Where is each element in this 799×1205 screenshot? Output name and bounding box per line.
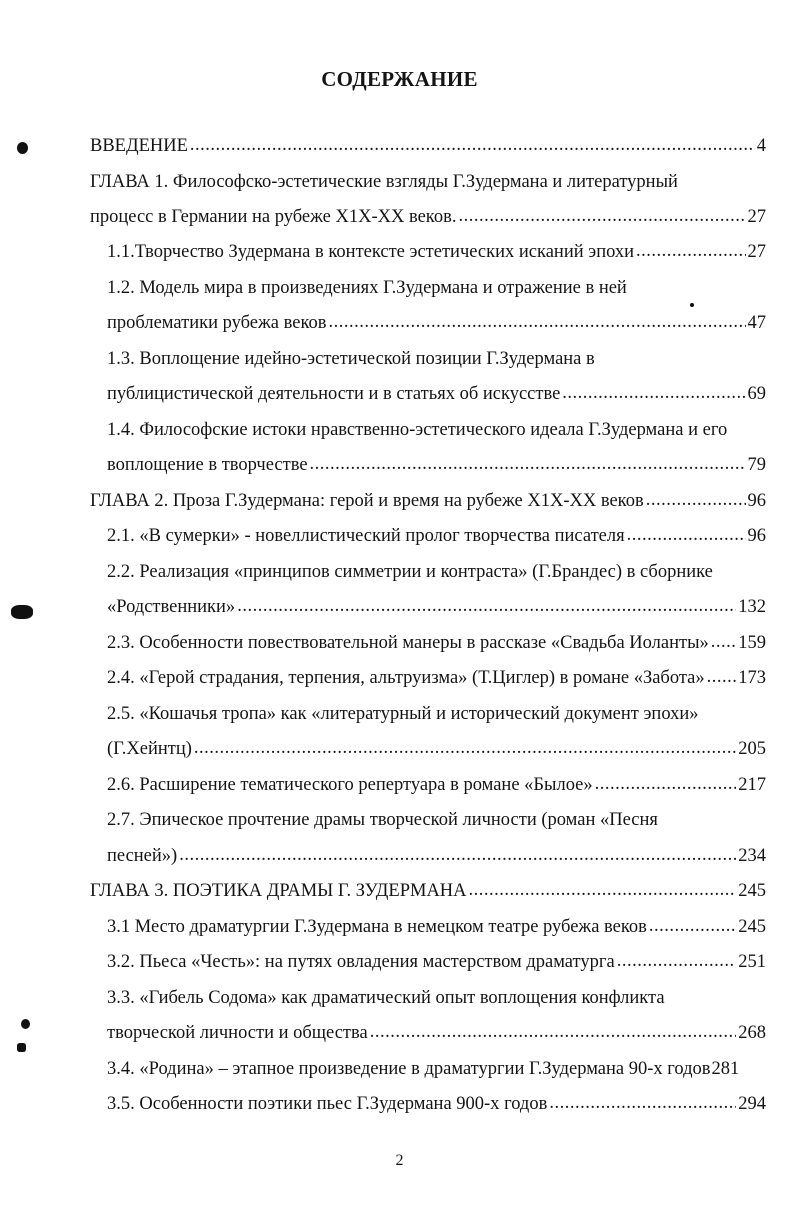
scan-speck — [17, 1043, 26, 1052]
toc-entry-text: воплощение в творчестве — [107, 455, 308, 475]
toc-entry-chapter-3 — [90, 878, 766, 904]
toc-entry-1-1 — [107, 239, 766, 265]
toc-leader — [194, 735, 736, 761]
toc-entry-1-4-line1: 1.4. Философские истоки нравственно-эстетического идеала Г.Зудермана и его — [107, 420, 728, 440]
toc-entry-2-2-line1: 2.2. Реализация «принципов симметрии и контраста» (Г.Брандес) в сборнике — [107, 562, 713, 582]
toc-entry-page: 281 — [711, 1059, 740, 1079]
toc-entry-page: 234 — [738, 846, 766, 866]
scan-speck — [11, 605, 33, 619]
toc-entry-1-3 — [107, 381, 766, 407]
toc-entry-3-2 — [107, 949, 766, 975]
toc-entry-page: 96 — [747, 491, 766, 511]
toc-entry-text: ГЛАВА 2. Проза Г.Зудермана: герой и время на рубеже Х1Х-ХХ веков — [90, 491, 644, 511]
toc-leader — [711, 629, 736, 655]
toc-leader — [562, 380, 745, 406]
toc-leader — [310, 451, 746, 477]
toc-entry-intro — [90, 133, 766, 159]
toc-entry-text: 3.1 Место драматургии Г.Зудермана в немецком театре рубежа веков — [107, 917, 647, 937]
toc-leader — [627, 522, 746, 548]
toc-leader — [595, 771, 737, 797]
toc-entry-chapter-2 — [90, 488, 766, 514]
toc-leader — [646, 487, 746, 513]
toc-leader — [370, 1019, 737, 1045]
toc-entry-page: 47 — [747, 313, 766, 333]
toc-leader — [617, 948, 737, 974]
toc-entry-page: 27 — [747, 207, 766, 227]
toc-entry-2-5-line1: 2.5. «Кошачья тропа» как «литературный и исторический документ эпохи» — [107, 704, 699, 724]
toc-entry-1-2 — [107, 310, 766, 336]
toc-entry-text: 2.4. «Герой страдания, терпения, альтруизма» (Т.Циглер) в романе «Забота» — [107, 668, 705, 688]
toc-entry-2-2 — [107, 594, 766, 620]
scan-speck — [17, 142, 28, 154]
toc-entry-text: 2.3. Особенности повествовательной манеры в рассказе «Свадьба Иоланты» — [107, 633, 709, 653]
toc-entry-text: ВВЕДЕНИЕ — [90, 136, 188, 156]
toc-entry-text: 1.1.Творчество Зудермана в контексте эстетических исканий эпохи — [107, 242, 635, 262]
toc-leader — [649, 913, 736, 939]
toc-leader — [237, 593, 736, 619]
scan-speck — [690, 303, 694, 307]
toc-entry-text: 3.2. Пьеса «Честь»: на путях овладения мастерством драматурга — [107, 952, 615, 972]
toc-leader — [707, 664, 737, 690]
toc-entry-chapter-1 — [90, 204, 766, 230]
toc-entry-page: 251 — [738, 952, 766, 972]
toc-entry-2-7 — [107, 843, 766, 869]
toc-leader — [636, 238, 745, 264]
toc-entry-page: 294 — [738, 1094, 766, 1114]
toc-entry-text: процесс в Германии на рубеже Х1Х-ХХ веков. — [90, 207, 457, 227]
toc-entry-page: 79 — [747, 455, 766, 475]
toc-entry-text: ГЛАВА 3. ПОЭТИКА ДРАМЫ Г. ЗУДЕРМАНА — [90, 881, 467, 901]
toc-entry-page: 27 — [747, 242, 766, 262]
toc-entry-text: 2.1. «В сумерки» - новеллистический пролог творчества писателя — [107, 526, 625, 546]
toc-entry-page: 159 — [738, 633, 766, 653]
page-title: СОДЕРЖАНИЕ — [321, 67, 478, 91]
toc-entry-2-3 — [107, 630, 766, 656]
toc-entry-2-5 — [107, 736, 766, 762]
scan-speck — [21, 1019, 30, 1029]
toc-entry-3-3 — [107, 1020, 766, 1046]
toc-leader — [549, 1090, 736, 1116]
toc-entry-2-4 — [107, 665, 766, 691]
toc-entry-1-2-line1: 1.2. Модель мира в произведениях Г.Зудермана и отражение в ней — [107, 278, 627, 298]
toc-leader — [329, 309, 746, 335]
toc-entry-text: (Г.Хейнтц) — [107, 739, 192, 759]
toc-entry-3-4 — [107, 1056, 766, 1082]
toc-entry-1-3-line1: 1.3. Воплощение идейно-эстетической позиции Г.Зудермана в — [107, 349, 595, 369]
toc-entry-2-7-line1: 2.7. Эпическое прочтение драмы творческой личности (роман «Песня — [107, 810, 658, 830]
toc-entry-page: 69 — [747, 384, 766, 404]
toc-entry-text: проблематики рубежа веков — [107, 313, 327, 333]
toc-entry-page: 245 — [738, 917, 766, 937]
toc-leader — [469, 877, 737, 903]
toc-entry-page: 217 — [738, 775, 766, 795]
toc-entry-page: 96 — [747, 526, 766, 546]
toc-entry-page: 132 — [738, 597, 766, 617]
page-number: 2 — [395, 1152, 404, 1169]
toc-entry-page: 268 — [738, 1023, 766, 1043]
toc-entry-page: 245 — [738, 881, 766, 901]
toc-entry-text: 3.4. «Родина» – этапное произведение в драматургии Г.Зудермана 90-х годов — [107, 1059, 711, 1079]
toc-entry-text: творческой личности и общества — [107, 1023, 368, 1043]
toc-entry-page: 205 — [738, 739, 766, 759]
toc-leader — [179, 842, 736, 868]
toc-entry-page: 4 — [756, 136, 766, 156]
toc-entry-3-3-line1: 3.3. «Гибель Содома» как драматический опыт воплощения конфликта — [107, 988, 665, 1008]
toc-entry-2-6 — [107, 772, 766, 798]
toc-entry-3-1 — [107, 914, 766, 940]
toc-entry-1-4 — [107, 452, 766, 478]
toc-entry-text: «Родственники» — [107, 597, 236, 617]
toc-entry-text: публицистической деятельности и в статьях об искусстве — [107, 384, 561, 404]
toc-entry-text: песней») — [107, 846, 178, 866]
toc-entry-3-5 — [107, 1091, 766, 1117]
toc-leader — [190, 132, 755, 158]
toc-entry-text: 2.6. Расширение тематического репертуара в романе «Былое» — [107, 775, 593, 795]
toc-entry-text: 3.5. Особенности поэтики пьес Г.Зудермана 900-х годов — [107, 1094, 548, 1114]
toc-entry-2-1 — [107, 523, 766, 549]
toc-entry-chapter-1-line1: ГЛАВА 1. Философско-эстетические взгляды Г.Зудермана и литературный — [90, 172, 678, 192]
toc-entry-page: 173 — [738, 668, 766, 688]
toc-leader — [458, 203, 745, 229]
